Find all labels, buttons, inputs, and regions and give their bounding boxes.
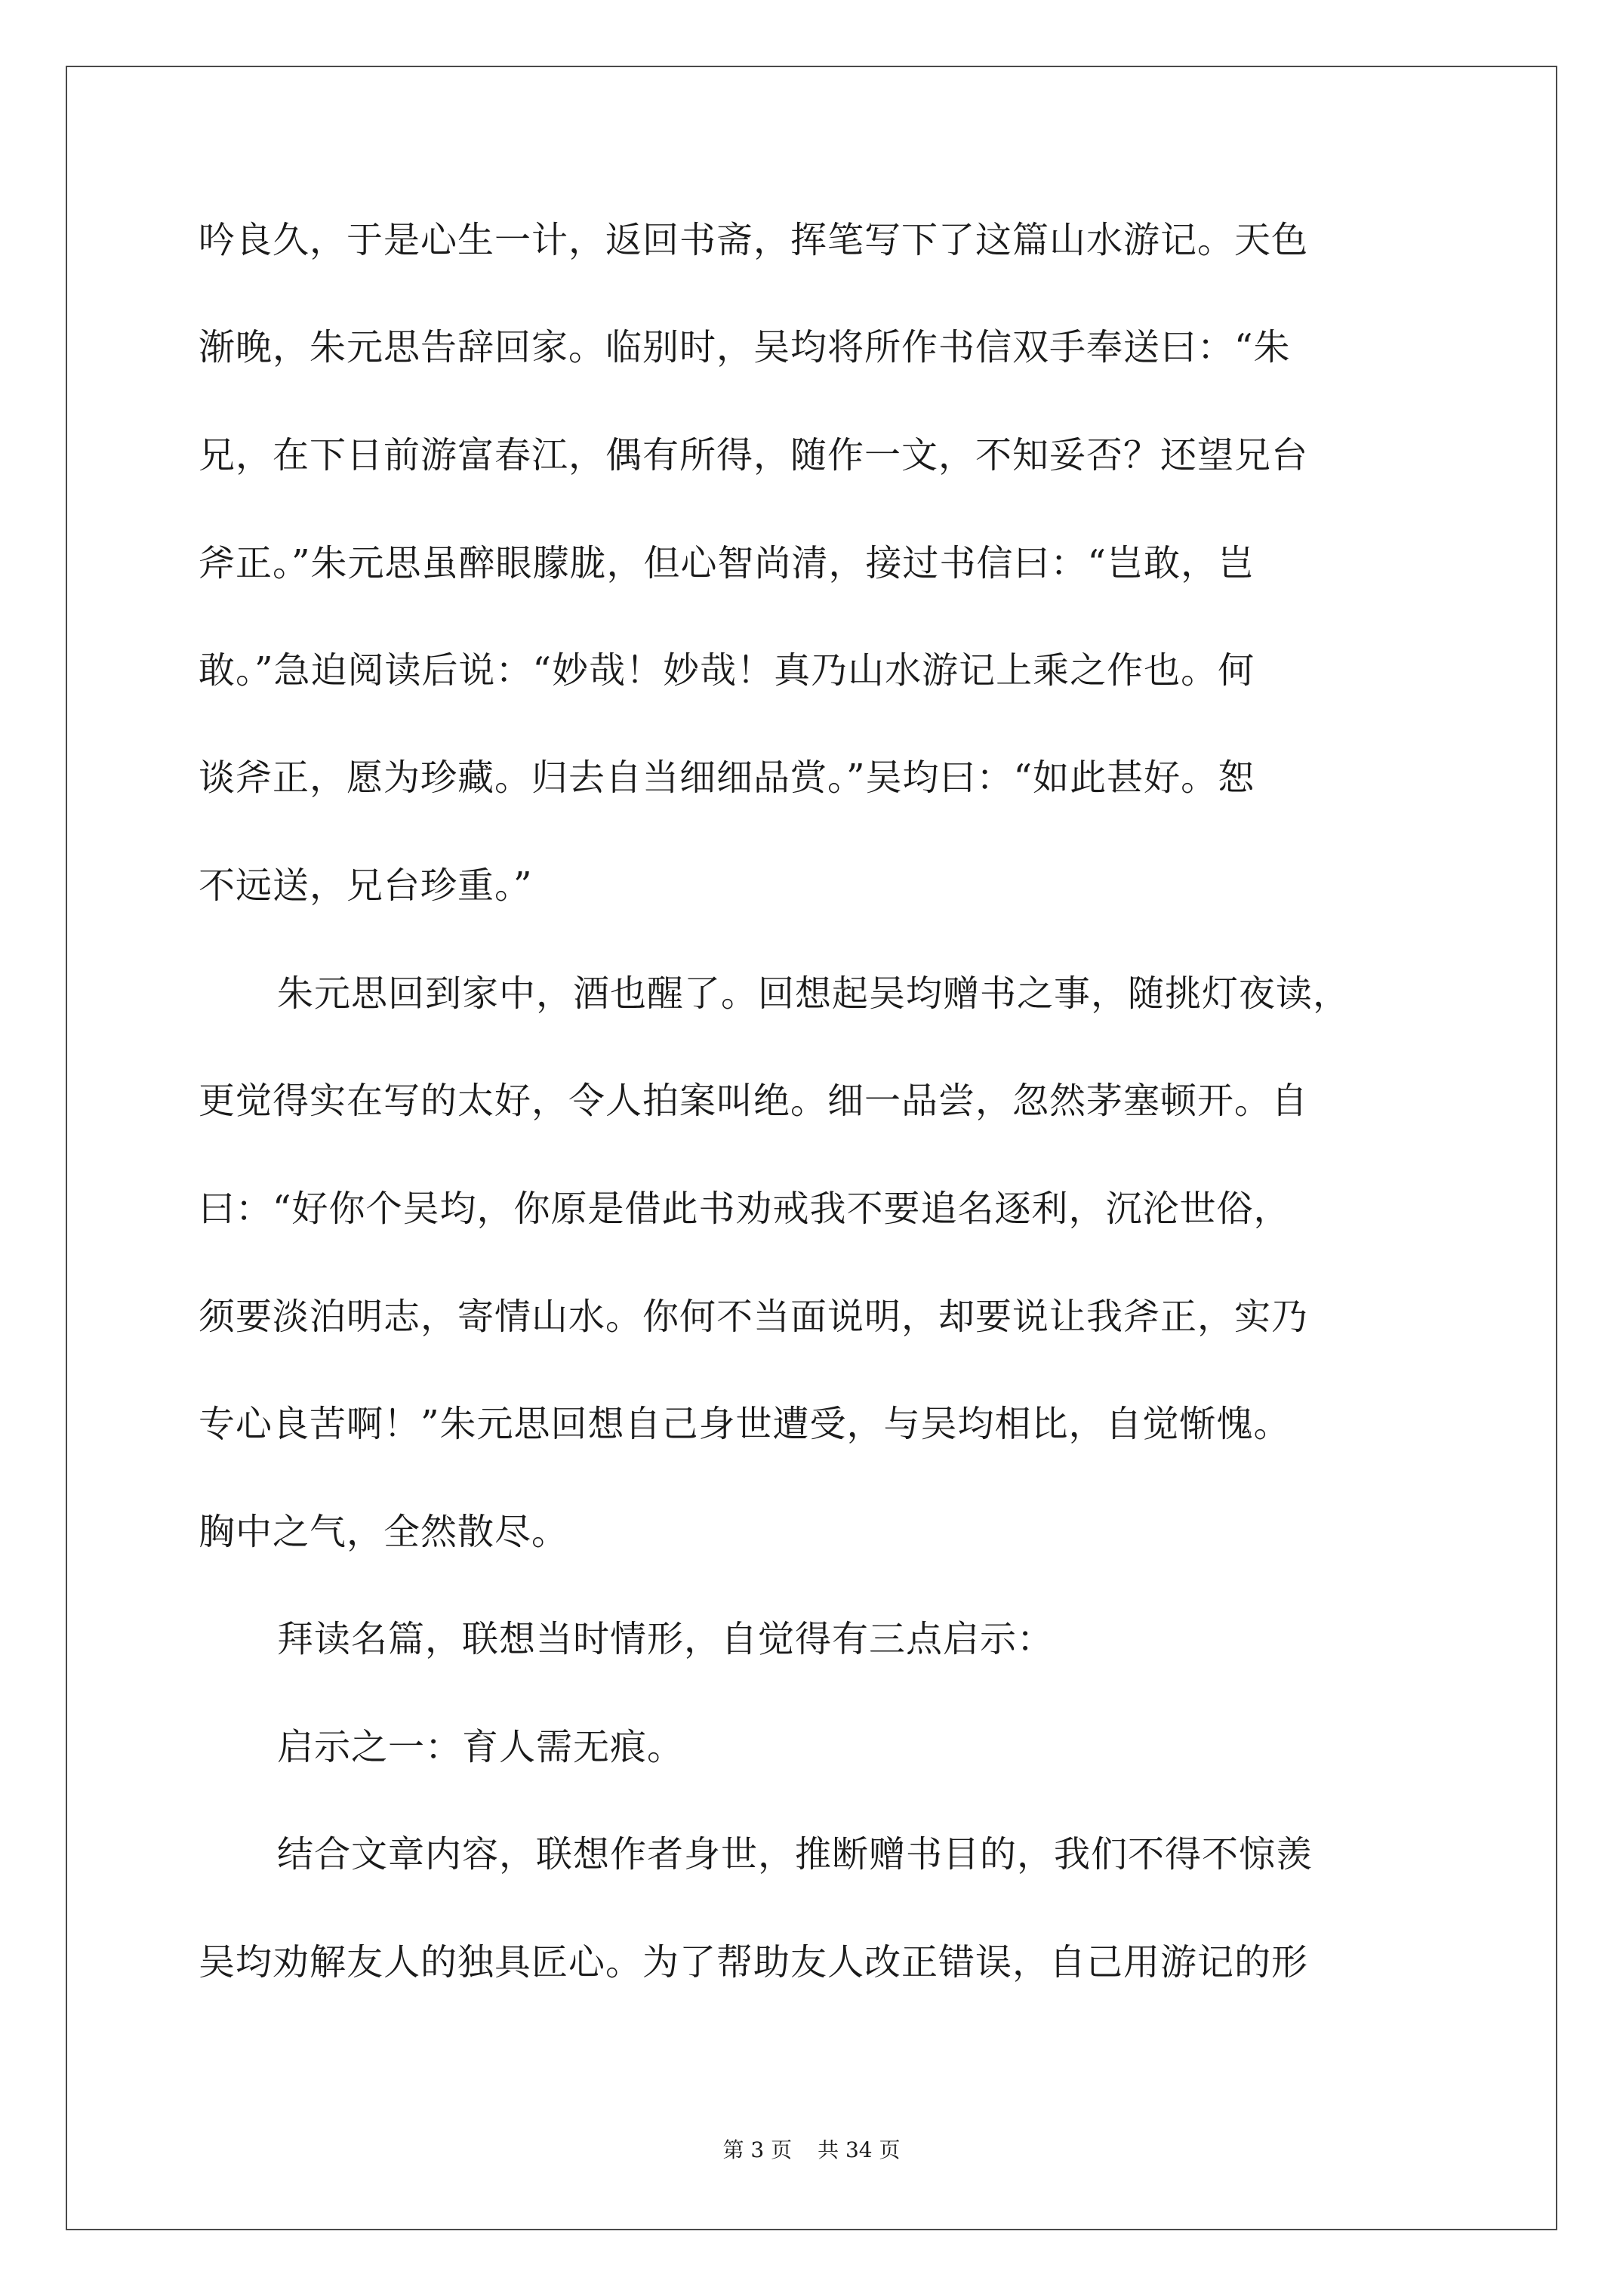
text-line: 斧正。”朱元思虽醉眼朦胧，但心智尚清，接过书信曰：“岂敢，岂	[199, 542, 1255, 584]
text-line: 不远送，兄台珍重。”	[199, 864, 533, 907]
paragraph-first-line: 朱元思回到家中，酒也醒了。回想起吴均赠书之事，随挑灯夜读，	[277, 972, 1350, 1015]
text-line: 兄，在下日前游富春江，偶有所得，随作一文，不知妥否？还望兄台	[199, 434, 1309, 476]
text-line: 胸中之气，全然散尽。	[199, 1511, 569, 1553]
paragraph-first-line: 拜读名篇，联想当时情形，自觉得有三点启示：	[277, 1618, 1055, 1660]
paragraph-first-line: 结合文章内容，联想作者身世，推断赠书目的，我们不得不惊羡	[277, 1833, 1313, 1875]
page-total: 共 34 页	[818, 2137, 901, 2162]
text-line: 更觉得实在写的太好，令人拍案叫绝。细一品尝，忽然茅塞顿开。自	[199, 1080, 1309, 1122]
text-line: 须要淡泊明志，寄情山水。你何不当面说明，却要说让我斧正，实乃	[199, 1296, 1309, 1338]
page-border	[66, 66, 1557, 2230]
text-line: 敢。”急迫阅读后说：“妙哉！妙哉！真乃山水游记上乘之作也。何	[199, 649, 1255, 692]
text-line: 谈斧正，愿为珍藏。归去自当细细品赏。”吴均曰：“如此甚好。恕	[199, 757, 1255, 799]
text-line: 吴均劝解友人的独具匠心。为了帮助友人改正错误，自己用游记的形	[199, 1941, 1309, 1983]
text-line: 专心良苦啊！”朱元思回想自己身世遭受，与吴均相比，自觉惭愧。	[199, 1403, 1291, 1445]
text-line: 渐晚，朱元思告辞回家。临别时，吴均将所作书信双手奉送曰：“朱	[199, 326, 1291, 368]
text-line: 吟良久，于是心生一计，返回书斋，挥笔写下了这篇山水游记。天色	[199, 219, 1309, 261]
page-number: 第 3 页	[722, 2137, 793, 2162]
page-footer	[0, 2135, 1623, 2165]
text-line: 曰：“好你个吴均，你原是借此书劝戒我不要追名逐利，沉沦世俗，	[199, 1188, 1291, 1230]
section-heading: 启示之一：育人需无痕。	[277, 1726, 685, 1768]
